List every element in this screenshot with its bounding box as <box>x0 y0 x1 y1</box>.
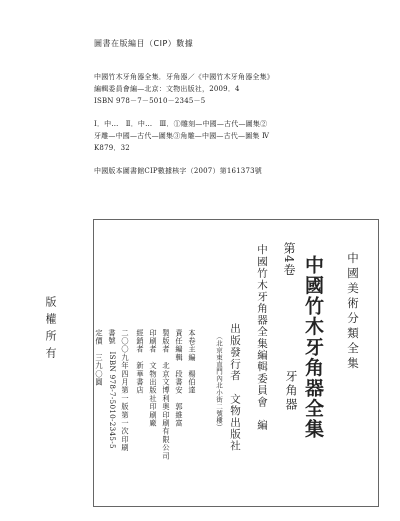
cip-line-class: K879．32 <box>94 144 130 152</box>
editor-statement: 中國竹木牙角器全集編輯委員會 編 <box>256 244 268 432</box>
volume-label: 第4卷 <box>282 242 296 277</box>
publisher-address: （北京東直門內北小街二號樓） <box>215 333 223 431</box>
main-title: 中國竹木牙角器全集 <box>302 255 324 440</box>
cip-line-editor: 編輯委員會編—北京：文物出版社，2009．4 <box>94 85 240 93</box>
cip-line-subject-2: 牙雕—中國—古代—圖集③角雕—中國—古代—圖集 Ⅳ <box>94 132 270 140</box>
cip-title: 圖書在版編目（CIP）數據 <box>94 39 194 48</box>
credit-distributor: 經銷者 新華書店 <box>136 329 145 395</box>
credit-responsible-editors: 責任編輯 段書安 郭維富 <box>175 329 184 428</box>
series-title: 中國美術分類全集 <box>346 252 360 372</box>
credit-plate-maker: 製版者 北京文博利奧印刷有限公司 <box>162 329 171 461</box>
print-edition: 二〇〇九年四月第一版第一次印刷 <box>121 329 130 452</box>
cip-line-isbn: ISBN 978－7－5010－2345－5 <box>94 97 206 105</box>
all-rights-reserved: 版權所有 <box>44 296 57 364</box>
publisher: 出版發行者 文物出版社 <box>229 323 241 452</box>
cip-line-title: 中國竹木牙角器全集．牙角器／《中國竹木牙角器全集》 <box>94 73 274 81</box>
cip-line-record: 中國版本圖書館CIP數據核字（2007）第161373號 <box>94 167 262 175</box>
isbn-number: 書號 ISBN 978-7-5010-2345-5 <box>108 329 117 449</box>
cip-line-subject-1: Ⅰ．中… Ⅱ．中… Ⅲ．①雕刻—中國—古代—圖集② <box>94 120 268 128</box>
credit-chief-editor: 本卷主編 楊伯達 <box>188 329 197 395</box>
subtitle: 牙角器 <box>284 370 298 412</box>
credit-printer: 印刷者 文物出版社印刷廠 <box>149 329 158 428</box>
price: 定價 三九〇圓 <box>95 329 104 387</box>
